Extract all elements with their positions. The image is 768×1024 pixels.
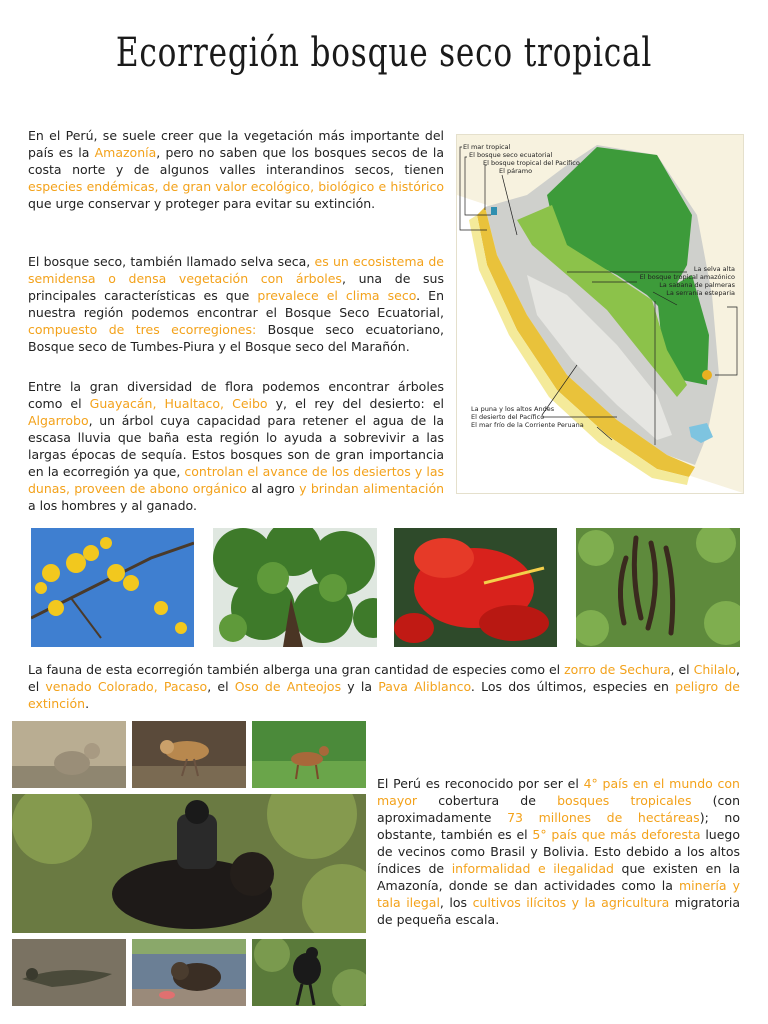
highlight-text: Pava Aliblanco — [378, 679, 471, 694]
legend-item: El mar frío de la Corriente Peruana — [471, 421, 584, 429]
body-text: . En nuestra región podemos encontrar el Bosque Seco Ecuatorial, — [28, 288, 444, 320]
body-text: luego de vecinos como Brasil y Bolivia. Esto debido a los altos índices de — [377, 827, 740, 876]
highlight-text: Amazonía — [94, 145, 157, 160]
page-title: Ecorregión bosque seco tropical — [115, 30, 653, 76]
body-text: , el — [670, 662, 694, 677]
body-text: (con aproximadamente — [377, 793, 741, 825]
photo-pava-aliblanco — [252, 939, 366, 1006]
photo-guayacan-flowers — [31, 528, 194, 647]
dry-forest-paragraph — [28, 253, 444, 355]
highlight-text: especies endémicas, de gran valor ecológico, biológico e histórico — [28, 179, 444, 194]
photo-chilalo — [132, 721, 246, 788]
highlight-text: informalidad e ilegalidad — [451, 861, 614, 876]
map-legend-top — [463, 143, 580, 175]
legend-item: El bosque tropical del Pacífico — [483, 159, 580, 167]
body-text: Entre la gran diversidad de flora podemos encontrar árboles como el — [28, 379, 444, 411]
photo-zorro-sechura — [12, 721, 126, 788]
highlight-text: compuesto de tres ecorregiones: — [28, 322, 257, 337]
photo-algarrobo-pods — [576, 528, 740, 647]
highlight-text: minería y tala ilegal — [377, 878, 741, 910]
deforestation-paragraph — [377, 775, 740, 928]
body-text: Bosque seco ecuatoriano, Bosque seco de Tumbes-Piura y el Bosque seco del Marañón. — [28, 322, 444, 354]
body-text: que existen en la Amazonía, donde se dan actividades como la — [377, 861, 740, 893]
legend-item: La puna y los altos Andes — [471, 405, 555, 413]
legend-item: La serranía esteparia — [666, 289, 735, 297]
highlight-text: Oso de Anteojos — [234, 679, 342, 694]
legend-item: La sabana de palmeras — [659, 281, 735, 289]
highlight-text: 5° país que más deforesta — [532, 827, 701, 842]
body-text: El bosque seco, también llamado selva seca, — [28, 254, 315, 269]
body-text: que urge conservar y proteger para evitar su extinción. — [28, 196, 376, 211]
body-text: . — [85, 696, 90, 711]
fauna-paragraph — [28, 661, 740, 712]
highlight-text: peligro de extinción — [28, 679, 740, 711]
body-text: . Los dos últimos, especies en — [470, 679, 676, 694]
highlight-text: 4° país en el mundo con mayor — [377, 776, 740, 808]
highlight-text: Chilalo — [693, 662, 737, 677]
map-legend-bottom — [471, 405, 584, 429]
body-text: , los — [439, 895, 473, 910]
flora-paragraph — [28, 378, 444, 514]
photo-ceibo-flower — [394, 528, 557, 647]
body-text: ); no obstante, también es el — [377, 810, 740, 842]
legend-item: El bosque seco ecuatorial — [469, 151, 553, 159]
body-text: En el Perú, se suele creer que la vegetación más importante del país es la — [28, 128, 444, 160]
body-text: migratoria de pequeña escala. — [377, 895, 740, 927]
body-text: , el — [207, 679, 235, 694]
legend-item: El bosque tropical amazónico — [639, 273, 735, 281]
photo-pacaso — [132, 939, 246, 1006]
highlight-text: controlan el avance de los desiertos y las dunas, proveen de abono orgánico — [28, 464, 444, 496]
highlight-text: Guayacán, Hualtaco, Ceibo — [89, 396, 268, 411]
body-text: al agro — [246, 481, 300, 496]
body-text: y, el rey del desierto: el — [267, 396, 444, 411]
intro-paragraph — [28, 127, 444, 212]
highlight-text: cultivos ilícitos y la agricultura — [472, 895, 670, 910]
body-text: , un árbol cuya capacidad para retener el agua de la escasa lluvia que baña esta región lo ayuda a sobrevivir a las largas épocas de sequía. Estos bosques son de gran importancia en la ecorregión ya que, — [28, 413, 444, 479]
legend-item: El mar tropical — [463, 143, 511, 151]
body-text: cobertura de — [417, 793, 558, 808]
body-text: , pero no saben que los bosques secos de la costa norte y de algunos valles interandinos secos, tienen — [28, 145, 444, 177]
body-text: , el — [28, 662, 740, 694]
photo-oso-anteojos — [12, 794, 366, 933]
body-text: La fauna de esta ecorregión también alberga una gran cantidad de especies como el — [28, 662, 565, 677]
map-legend-right — [640, 265, 735, 297]
photo-tree-canopy — [213, 528, 377, 647]
highlight-text: venado Colorado, Pacaso — [45, 679, 208, 694]
highlight-text: y brindan alimentación — [299, 481, 445, 496]
highlight-text: Algarrobo — [28, 413, 89, 428]
highlight-text: 73 millones de hectáreas — [507, 810, 700, 825]
peru-map-drawing — [457, 135, 743, 493]
legend-item: La selva alta — [693, 265, 735, 273]
photo-venado-colorado — [252, 721, 366, 788]
body-text: El Perú es reconocido por ser el — [377, 776, 584, 791]
body-text: a los hombres y al ganado. — [28, 498, 197, 513]
photo-iguana — [12, 939, 126, 1006]
highlight-text: bosques tropicales — [557, 793, 692, 808]
highlight-text: zorro de Sechura — [564, 662, 671, 677]
highlight-text: prevalece el clima seco — [257, 288, 417, 303]
legend-item: El páramo — [499, 167, 533, 175]
body-text: , una de sus principales características es que — [28, 271, 444, 303]
legend-item: El desierto del Pacífico — [471, 413, 545, 421]
ecoregion-map — [456, 134, 744, 494]
body-text: y la — [341, 679, 379, 694]
highlight-text: es un ecosistema de semidensa o densa vegetación con árboles — [28, 254, 444, 286]
